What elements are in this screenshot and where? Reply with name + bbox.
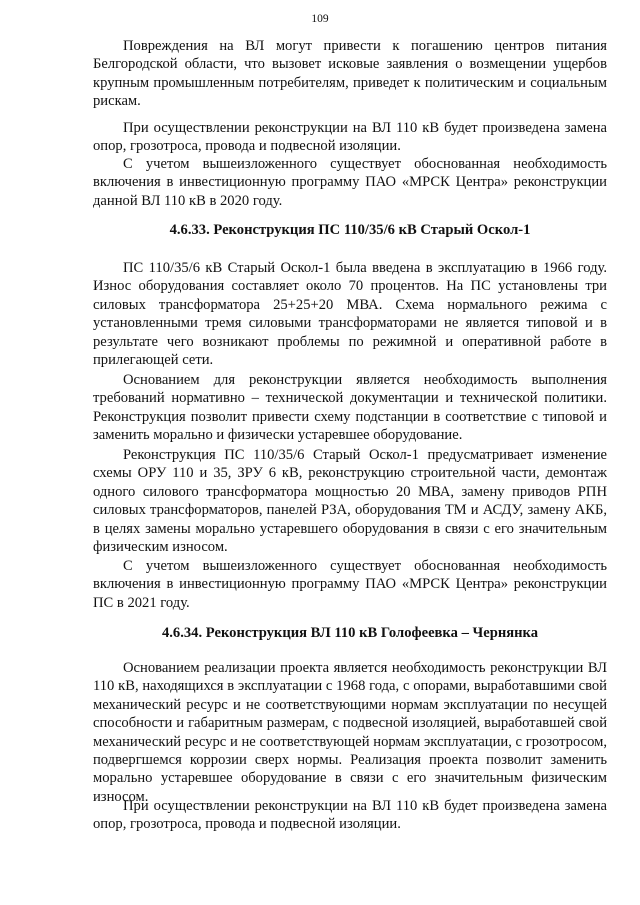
page-number: 109 xyxy=(311,13,329,25)
paragraph: Основанием для реконструкции является необходимость выполнения требований нормативно – технической документации и технической политики. Реконструкция позволит привести схему подстанции в соответствие с типовой и заменить морально и физически устаревшее оборудование. xyxy=(93,372,607,444)
paragraph: ПС 110/35/6 кВ Старый Оскол-1 была введена в эксплуатацию в 1966 году. Износ оборудования составляет около 70 процентов. На ПС установлены три силовых трансформатора 25+25+20 МВА. Схема нормального режима с установленными тремя силовыми трансформаторами не является типовой и в результате чего возникают проблемы по режимной и оперативной работе в прилегающей сети. xyxy=(93,260,607,369)
section-heading: 4.6.34. Реконструкция ВЛ 110 кВ Голофеевка – Чернянка xyxy=(161,625,539,641)
paragraph: При осуществлении реконструкции на ВЛ 110 кВ будет произведена замена опор, грозотроса, провода и подвесной изоляции. xyxy=(93,798,607,833)
paragraph: С учетом вышеизложенного существует обоснованная необходимость включения в инвестиционную программу ПАО «МРСК Центра» реконструкции данной ВЛ 110 кВ в 2020 году. xyxy=(93,156,607,209)
paragraph: С учетом вышеизложенного существует обоснованная необходимость включения в инвестиционную программу ПАО «МРСК Центра» реконструкции ПС в 2021 году. xyxy=(93,558,607,611)
paragraph: Реконструкция ПС 110/35/6 Старый Оскол-1 предусматривает изменение схемы ОРУ 110 и 35, ЗРУ 6 кВ, реконструкцию строительной части, демонтаж одного силового трансформатора мощностью 20 МВА, замену приводов РПН силовых трансформаторов, панелей РЗА, оборудования ТМ и АСДУ, замену АКБ, в целях замены морально устаревшего оборудования в связи с его значительным физическим износом. xyxy=(93,447,607,556)
paragraph: При осуществлении реконструкции на ВЛ 110 кВ будет произведена замена опор, грозотроса, провода и подвесной изоляции. xyxy=(93,120,607,155)
paragraph: Повреждения на ВЛ могут привести к погашению центров питания Белгородской области, что вызовет исковые заявления о возмещении ущербов крупным промышленным потребителям, приведет к политическим и социальным рискам. xyxy=(93,38,607,110)
paragraph: Основанием реализации проекта является необходимость реконструкции ВЛ 110 кВ, находящихся в эксплуатации с 1968 года, с опорами, выработавшими свой механический ресурс и не соответствующими нормам эксплуатации по несущей способности и габаритным размерам, с подвесной изоляцией, выработавшей свой механический ресурс и не соответствующей нормам эксплуатации, с грозотросом, подвергшемся коррозии сверх нормы. Реализация проекта позволит заменить морально устаревшее оборудование в связи с его значительным физическим износом. xyxy=(93,660,607,805)
section-heading: 4.6.33. Реконструкция ПС 110/35/6 кВ Старый Оскол-1 xyxy=(169,222,531,238)
